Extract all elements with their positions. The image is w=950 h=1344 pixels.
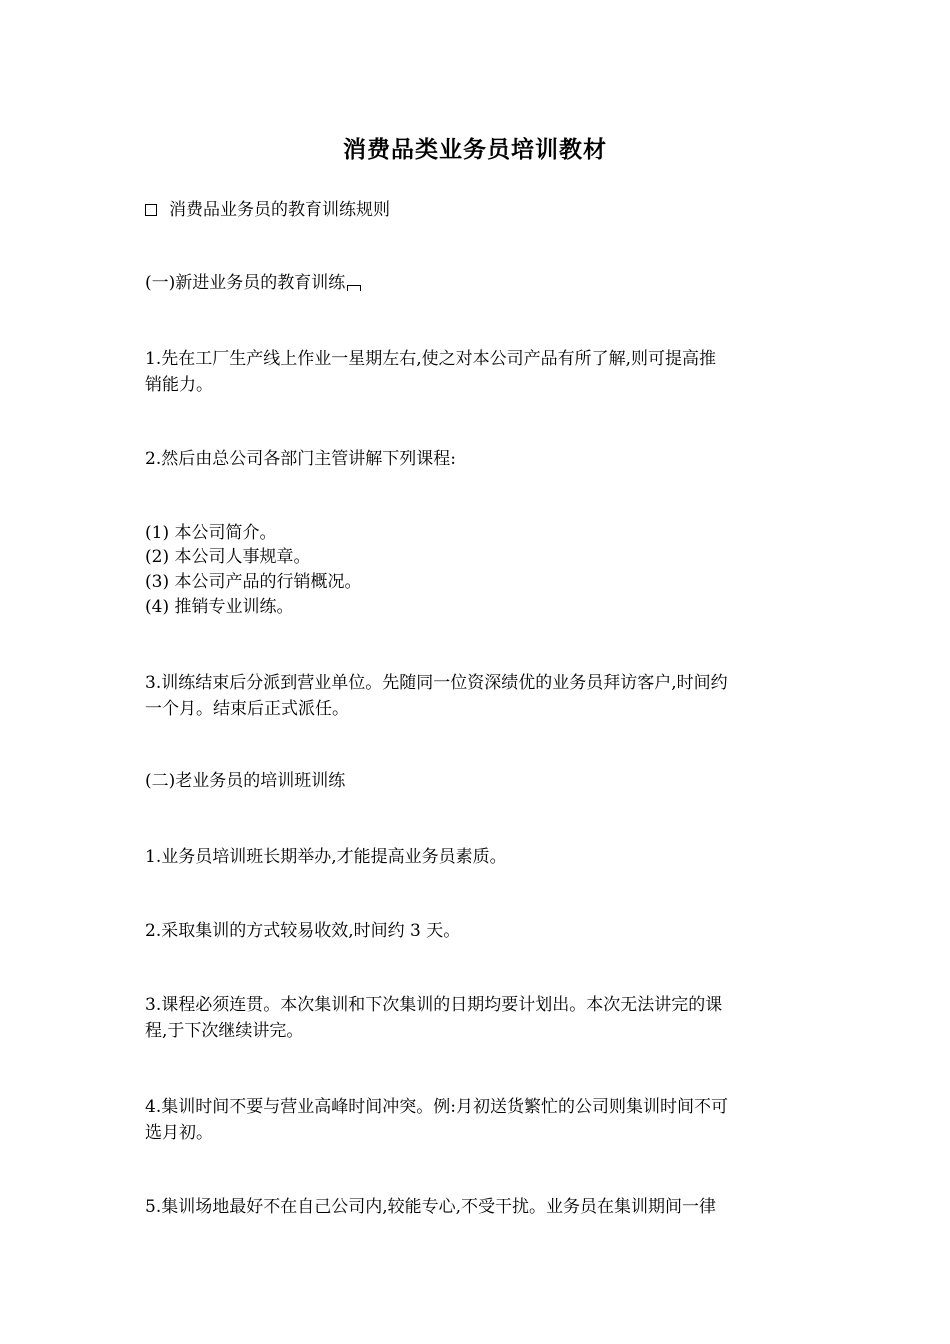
bracket-mark-icon	[347, 285, 361, 291]
paragraph-line: 程,于下次继续讲完。	[145, 1021, 304, 1041]
paragraph-line: 一个月。结束后正式派任。	[145, 699, 349, 719]
section-heading-text: 消费品业务员的教育训练规则	[169, 200, 390, 220]
paragraph-line: 3.训练结束后分派到营业单位。先随同一位资深绩优的业务员拜访客户,时间约	[145, 673, 728, 693]
subheading-new-staff	[145, 270, 810, 296]
course-item: (3) 本公司产品的行销概况。	[145, 572, 362, 592]
paragraph-line: 2.然后由总公司各部门主管讲解下列课程:	[145, 449, 456, 469]
course-item: (4) 推销专业训练。	[145, 597, 294, 617]
paragraph-line: 2.采取集训的方式较易收效,时间约 3 天。	[145, 921, 461, 941]
paragraph-line: 3.课程必须连贯。本次集训和下次集训的日期均要计划出。本次无法讲完的课	[145, 995, 723, 1015]
paragraph-line: 销能力。	[145, 375, 213, 395]
section-heading	[145, 197, 810, 223]
paragraph-line: 1.业务员培训班长期举办,才能提高业务员素质。	[145, 847, 507, 867]
paragraph-line: 5.集训场地最好不在自己公司内,较能专心,不受干扰。业务员在集训期间一律	[145, 1197, 717, 1217]
paragraph-line: 选月初。	[145, 1123, 213, 1143]
course-item: (2) 本公司人事规章。	[145, 547, 311, 567]
paragraph-line: 4.集训时间不要与营业高峰时间冲突。例:月初送货繁忙的公司则集训时间不可	[145, 1097, 728, 1117]
subheading-experienced-staff: (二)老业务员的培训班训练	[145, 771, 346, 791]
subheading-new-staff-text: (一)新进业务员的教育训练	[145, 273, 346, 293]
course-item: (1) 本公司简介。	[145, 523, 277, 543]
paragraph-line: 1.先在工厂生产线上作业一星期左右,使之对本公司产品有所了解,则可提高推	[145, 349, 717, 369]
checkbox-icon	[145, 204, 157, 216]
document-title: 消费品类业务员培训教材	[343, 136, 607, 163]
